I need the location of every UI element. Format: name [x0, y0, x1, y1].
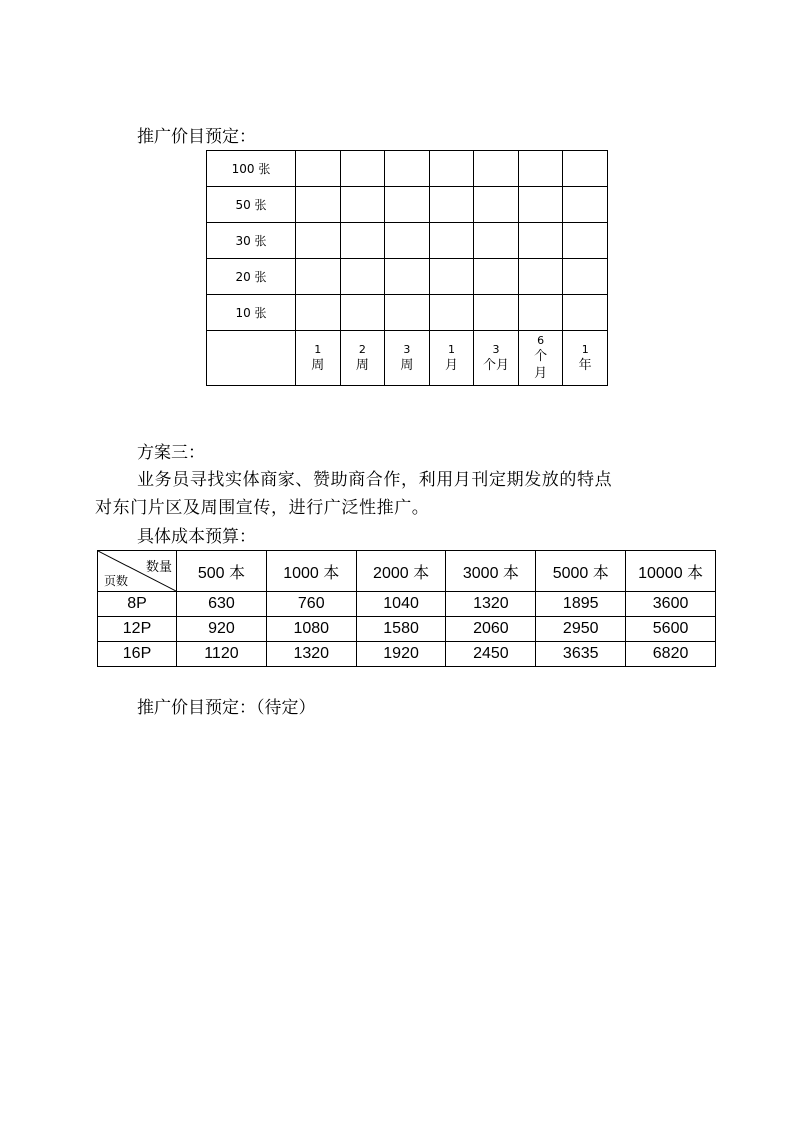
cost-cell: 3635 — [536, 642, 626, 667]
empty-cell — [296, 259, 341, 295]
duration-number: 2 — [358, 342, 366, 356]
empty-cell — [296, 295, 341, 331]
empty-cell — [385, 151, 430, 187]
pages-label: 页数 — [104, 574, 129, 588]
header-row — [98, 551, 716, 592]
row-label: 50 张 — [207, 187, 296, 223]
empty-cell — [340, 187, 385, 223]
empty-cell — [474, 223, 519, 259]
column-header: 5000 本 — [536, 551, 626, 592]
row-label: 100 张 — [207, 151, 296, 187]
table-row — [98, 617, 716, 642]
duration-row — [207, 331, 608, 386]
duration-header — [296, 331, 341, 386]
plan-paragraph-line2: 对东门片区及周围宣传，进行广泛性推广。 — [95, 498, 430, 518]
empty-cell — [340, 295, 385, 331]
cost-cell: 1580 — [356, 617, 446, 642]
duration-unit-mid: 个 — [534, 349, 548, 364]
duration-header — [563, 331, 608, 386]
price-booking-table — [206, 150, 608, 386]
column-header: 3000 本 — [446, 551, 536, 592]
cost-cell: 6820 — [626, 642, 716, 667]
empty-cell — [429, 151, 474, 187]
table-row — [207, 259, 608, 295]
plan-three-heading: 方案三： — [137, 443, 205, 463]
empty-cell — [340, 151, 385, 187]
duration-unit: 个月 — [483, 357, 510, 373]
table-row — [98, 642, 716, 667]
empty-cell — [518, 223, 563, 259]
diagonal-corner-cell — [98, 551, 177, 592]
duration-number: 3 — [492, 342, 500, 356]
cost-cell: 1320 — [266, 642, 356, 667]
column-header: 1000 本 — [266, 551, 356, 592]
cost-cell: 1320 — [446, 592, 536, 617]
duration-header — [518, 331, 563, 386]
duration-number: 3 — [403, 342, 411, 356]
duration-number: 1 — [581, 342, 589, 356]
empty-cell — [474, 187, 519, 223]
cost-cell: 2060 — [446, 617, 536, 642]
duration-number: 6 — [537, 334, 545, 347]
table-row — [98, 592, 716, 617]
table-row — [207, 223, 608, 259]
table-row — [207, 187, 608, 223]
empty-cell — [563, 151, 608, 187]
duration-unit: 月 — [534, 366, 548, 381]
quantity-label: 数量 — [145, 559, 172, 574]
duration-number: 1 — [314, 342, 322, 356]
cost-cell: 1895 — [536, 592, 626, 617]
empty-cell — [296, 151, 341, 187]
empty-cell — [207, 331, 296, 386]
duration-header — [474, 331, 519, 386]
empty-cell — [385, 187, 430, 223]
cost-cell: 630 — [177, 592, 267, 617]
empty-cell — [429, 295, 474, 331]
cost-cell: 1920 — [356, 642, 446, 667]
row-label: 10 张 — [207, 295, 296, 331]
duration-header — [385, 331, 430, 386]
cost-cell: 760 — [266, 592, 356, 617]
cost-budget-heading: 具体成本预算： — [137, 527, 256, 547]
empty-cell — [518, 295, 563, 331]
empty-cell — [563, 223, 608, 259]
table-row — [207, 295, 608, 331]
empty-cell — [518, 259, 563, 295]
empty-cell — [340, 259, 385, 295]
empty-cell — [563, 295, 608, 331]
empty-cell — [429, 223, 474, 259]
duration-number: 1 — [447, 342, 455, 356]
empty-cell — [385, 223, 430, 259]
price-booking-heading: 推广价目预定： — [137, 127, 256, 147]
empty-cell — [518, 187, 563, 223]
duration-unit: 年 — [578, 357, 592, 373]
price-booking-pending-heading: 推广价目预定：（待定） — [137, 698, 316, 718]
duration-unit: 周 — [311, 357, 325, 373]
column-header: 10000 本 — [626, 551, 716, 592]
empty-cell — [429, 187, 474, 223]
cost-cell: 2450 — [446, 642, 536, 667]
row-label: 20 张 — [207, 259, 296, 295]
empty-cell — [385, 259, 430, 295]
row-label: 8P — [98, 592, 177, 617]
cost-cell: 2950 — [536, 617, 626, 642]
cost-budget-table — [97, 550, 716, 667]
empty-cell — [296, 223, 341, 259]
cost-cell: 3600 — [626, 592, 716, 617]
empty-cell — [563, 187, 608, 223]
empty-cell — [296, 187, 341, 223]
row-label: 16P — [98, 642, 177, 667]
table-row — [207, 151, 608, 187]
empty-cell — [474, 259, 519, 295]
empty-cell — [340, 223, 385, 259]
cost-cell: 5600 — [626, 617, 716, 642]
column-header: 500 本 — [177, 551, 267, 592]
empty-cell — [518, 151, 563, 187]
cost-cell: 1120 — [177, 642, 267, 667]
duration-unit: 周 — [355, 357, 369, 373]
empty-cell — [385, 295, 430, 331]
duration-unit: 周 — [400, 357, 414, 373]
row-label: 12P — [98, 617, 177, 642]
cost-cell: 1040 — [356, 592, 446, 617]
empty-cell — [474, 295, 519, 331]
empty-cell — [474, 151, 519, 187]
cost-cell: 1080 — [266, 617, 356, 642]
duration-unit: 月 — [444, 357, 458, 373]
row-label: 30 张 — [207, 223, 296, 259]
duration-header — [340, 331, 385, 386]
cost-cell: 920 — [177, 617, 267, 642]
empty-cell — [429, 259, 474, 295]
plan-paragraph-line1: 业务员寻找实体商家、赞助商合作，利用月刊定期发放的特点 — [137, 470, 613, 490]
column-header: 2000 本 — [356, 551, 446, 592]
empty-cell — [563, 259, 608, 295]
duration-header — [429, 331, 474, 386]
